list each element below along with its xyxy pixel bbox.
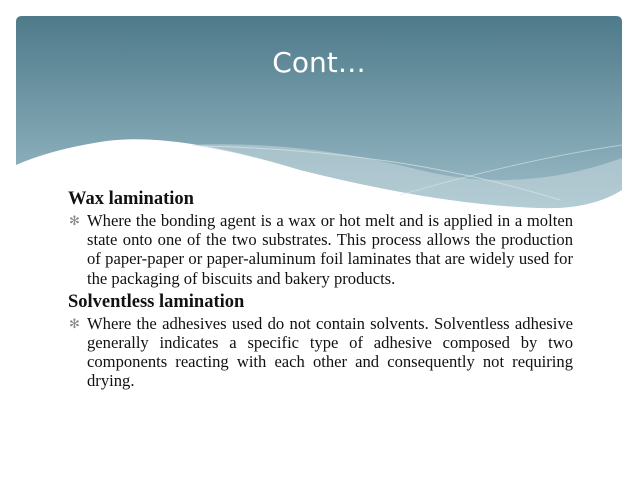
asterisk-bullet-icon: ✻ (69, 315, 80, 331)
section-heading: Solventless lamination (68, 291, 245, 312)
slide-title: Cont… (272, 46, 366, 79)
bullet-text: Where the bonding agent is a wax or hot melt and is applied in a molten state onto one of the two substrates. This process allows the production of paper-paper or paper-aluminum foil laminates that are widely used for the packaging of biscuits and bakery products. (87, 211, 573, 288)
asterisk-bullet-icon: ✻ (69, 213, 80, 228)
slide-content (68, 187, 573, 393)
bullet-text: Where the adhesives used do not contain solvents. Solventless adhesive generally indicates a specific type of adhesive composed by two components reacting with each other and consequently not requiring drying. (87, 313, 573, 391)
bullet-item (68, 314, 573, 391)
section-heading: Wax lamination (68, 189, 194, 209)
bullet-item (68, 211, 573, 288)
